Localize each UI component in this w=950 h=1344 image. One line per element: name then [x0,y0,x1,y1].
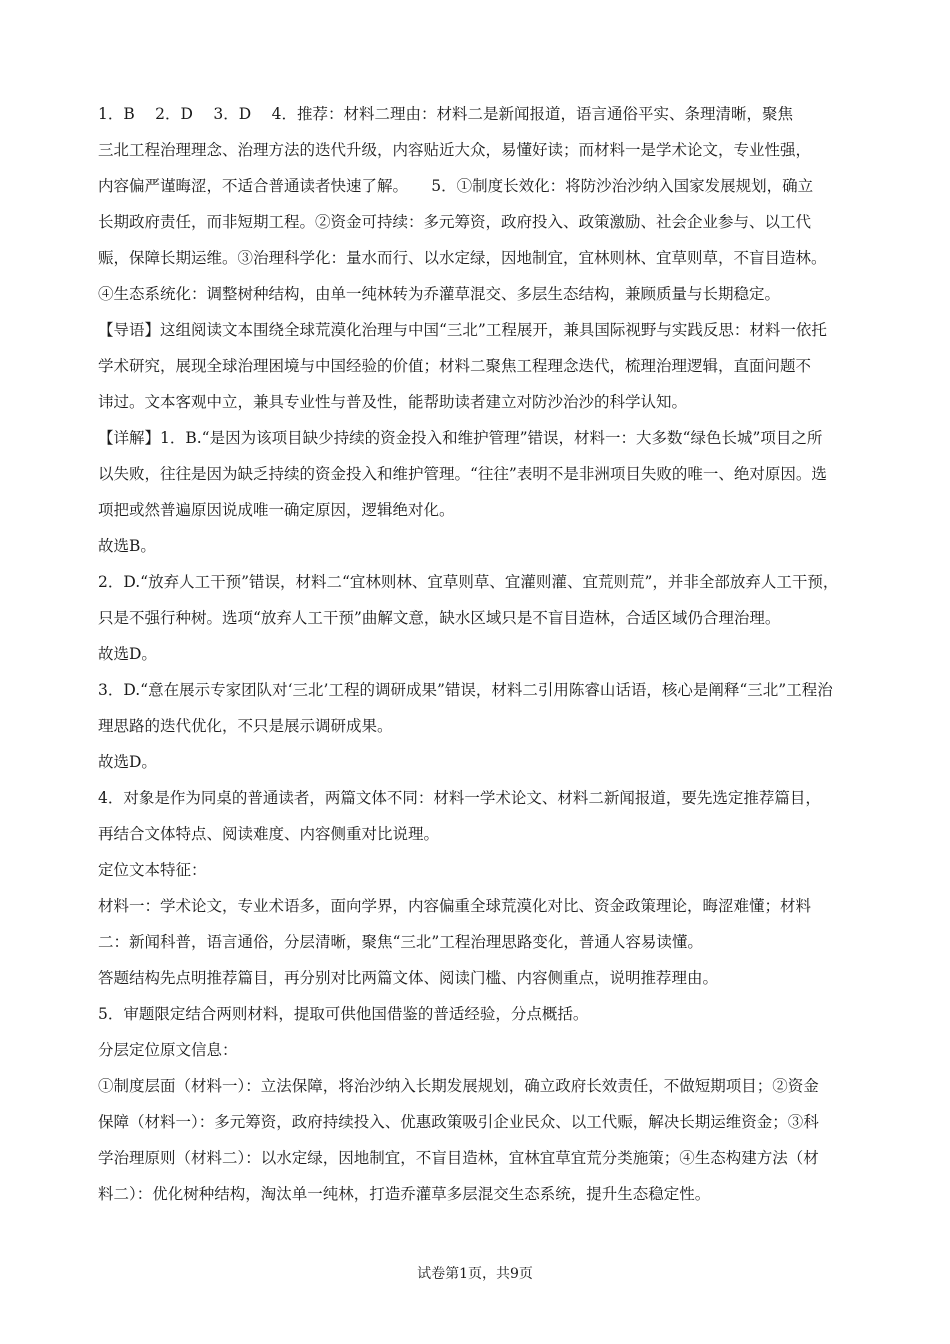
answer-text-body [98,96,860,1212]
text-line: 故选B。 [98,537,156,555]
text-line: ①制度层面（材料一）：立法保障，将治沙纳入长期发展规划，确立政府长效责任，不做短期项目；②资金 [98,1077,819,1095]
text-line: 定位文本特征： [98,861,207,879]
text-line: 材料一：学术论文，专业术语多，面向学界，内容偏重全球荒漠化对比、资金政策理论，晦涩难懂；材料 [98,897,812,915]
text-line: 项把或然普遍原因说成唯一确定原因，逻辑绝对化。 [98,501,455,519]
text-line: 内容偏严谨晦涩，不适合普通读者快速了解。 5．①制度长效化：将防沙治沙纳入国家发展规划，确立 [98,177,814,195]
text-line: 赈，保障长期运维。③治理科学化：量水而行、以水定绿，因地制宜，宜林则林、宜草则草，不盲目造林。 [98,249,827,267]
text-line: 再结合文体特点、阅读难度、内容侧重对比说理。 [98,825,440,843]
text-line: 理思路的迭代优化，不只是展示调研成果。 [98,717,393,735]
text-line: 【导语】这组阅读文本围绕全球荒漠化治理与中国“三北”工程展开，兼具国际视野与实践反思：材料一依托 [98,321,827,339]
text-line: 二：新闻科普，语言通俗，分层清晰，聚焦“三北”工程治理思路变化，普通人容易读懂。 [98,933,703,951]
text-line: 答题结构先点明推荐篇目，再分别对比两篇文体、阅读门槛、内容侧重点，说明推荐理由。 [98,969,719,987]
text-line: 料二）：优化树种结构，淘汰单一纯林，打造乔灌草多层混交生态系统，提升生态稳定性。 [98,1185,711,1203]
text-line: 5．审题限定结合两则材料，提取可供他国借鉴的普适经验，分点概括。 [98,1005,589,1023]
text-line: 分层定位原文信息： [98,1041,238,1059]
text-line: 学治理原则（材料二）：以水定绿，因地制宜，不盲目造林，宜林宜草宜荒分类施策；④生态构建方法（材 [98,1149,819,1167]
text-line: 三北工程治理理念、治理方法的迭代升级，内容贴近大众，易懂好读；而材料一是学术论文，专业性强， [98,141,812,159]
text-line: 1．B 2．D 3．D 4．推荐：材料二理由：材料二是新闻报道，语言通俗平实、条理清晰，聚焦 [98,105,793,123]
text-line: 长期政府责任，而非短期工程。②资金可持续：多元筹资，政府投入、政策激励、社会企业参与、以工代 [98,213,812,231]
text-line: 4．对象是作为同桌的普通读者，两篇文体不同：材料一学术论文、材料二新闻报道，要先选定推荐篇目， [98,789,821,807]
text-line: 2．D.“放弃人工干预”错误，材料二“宜林则林、宜草则草、宜灌则灌、宜荒则荒”，并非全部放弃人工干预， [98,573,839,591]
text-line: ④生态系统化：调整树种结构，由单一纯林转为乔灌草混交、多层生态结构，兼顾质量与长期稳定。 [98,285,781,303]
page-footer: 试卷第1页，共9页 [417,1266,533,1282]
text-line: 3．D.“意在展示专家团队对‘三北’工程的调研成果”错误，材料二引用陈睿山话语，核心是阐释“三北”工程治 [98,681,833,699]
text-line: 故选D。 [98,753,157,771]
text-line: 保障（材料一）：多元筹资，政府持续投入、优惠政策吸引企业民众、以工代赈，解决长期运维资金；③科 [98,1113,819,1131]
text-line: 只是不强行种树。选项“放弃人工干预”曲解文意，缺水区域只是不盲目造林，合适区域仍合理治理。 [98,609,781,627]
text-line: 【详解】1．B.“是因为该项目缺少持续的资金投入和维护管理”错误，材料一：大多数“绿色长城”项目之所 [98,429,823,447]
text-line: 以失败，往往是因为缺乏持续的资金投入和维护管理。“往往”表明不是非洲项目失败的唯一、绝对原因。选 [98,465,827,483]
text-line: 学术研究，展现全球治理困境与中国经验的价值；材料二聚焦工程理念迭代，梳理治理逻辑，直面问题不 [98,357,812,375]
text-line: 故选D。 [98,645,157,663]
text-line: 讳过。文本客观中立，兼具专业性与普及性，能帮助读者建立对防沙治沙的科学认知。 [98,393,688,411]
